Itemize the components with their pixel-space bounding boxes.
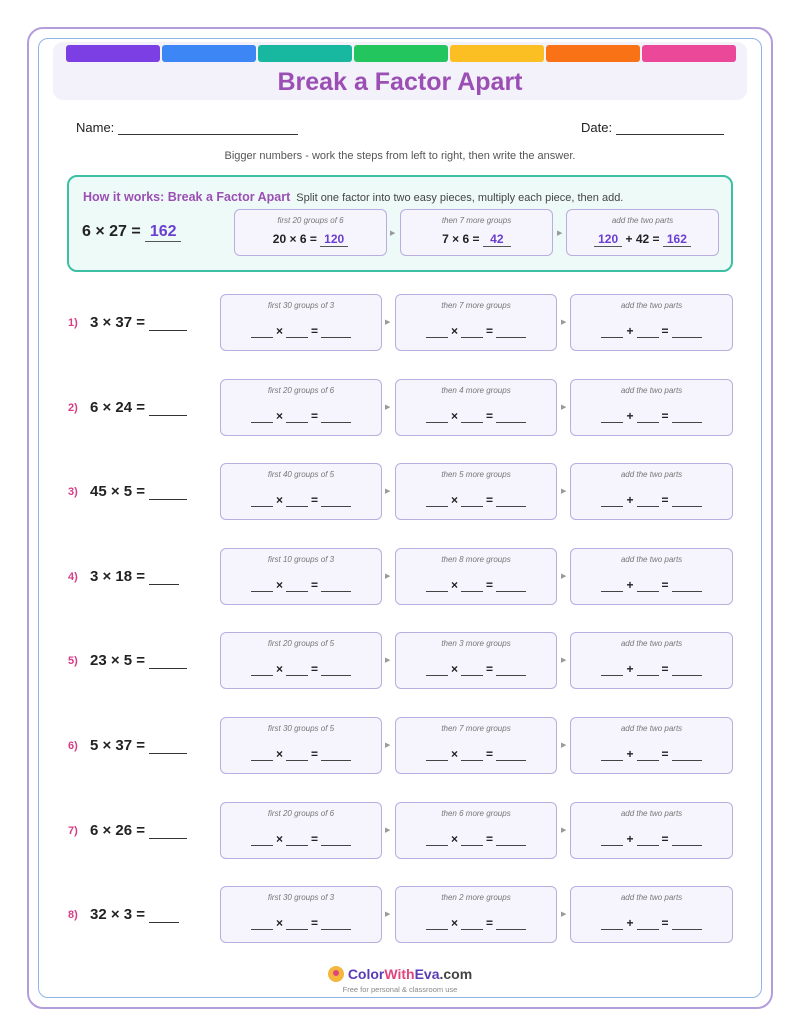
answer-blank[interactable] [496,666,526,676]
page-title: Break a Factor Apart [277,68,523,96]
equals-sign: = [311,408,319,423]
problem-step-1 [220,632,382,689]
equals-sign: = [486,408,494,423]
problem-equation-text: 23 × 5 = [90,652,146,670]
answer-blank[interactable] [672,413,702,423]
problem-equation-text: 6 × 26 = [90,821,146,839]
answer-blank[interactable] [637,413,659,423]
equals-sign: = [486,493,494,508]
answer-blank[interactable] [251,582,273,592]
step-caption: first 30 groups of 5 [267,724,335,733]
answer-blank[interactable] [426,582,448,592]
answer-blank[interactable] [637,582,659,592]
step-caption: then 3 more groups [441,639,511,649]
answer-blank[interactable] [149,488,187,500]
problem-equation [90,568,179,585]
step-blanks [221,324,381,338]
times-sign: × [275,324,283,338]
times-sign: × [275,493,283,508]
answer-blank[interactable] [601,582,623,592]
step-blanks [571,916,732,930]
step-caption: add the two parts [620,893,683,903]
step-equation [401,232,552,247]
equals-sign: = [661,493,669,508]
answer-blank[interactable] [461,666,483,676]
plus-sign: + [626,662,634,677]
problem-equation [90,822,187,839]
step-mid: + 42 = [625,232,660,246]
step-blanks [396,493,556,507]
answer-blank[interactable] [601,666,623,676]
step-caption: then 7 more groups [441,724,511,733]
example-step-1 [234,209,387,256]
step-caption: add the two parts [620,385,683,395]
problem-equation-text: 3 × 18 = [90,567,146,585]
step-left: 7 × 6 = [442,232,480,246]
answer-blank[interactable] [496,836,526,846]
problem-step-3 [570,548,733,605]
step-blanks [396,662,556,676]
answer-blank[interactable] [149,911,179,923]
step-blanks [571,747,732,761]
problem-equation [90,483,187,500]
problem-step-2 [395,632,557,689]
name-label: Name: [76,120,115,135]
answer-blank[interactable] [637,751,659,761]
answer-blank[interactable] [426,413,448,423]
answer-blank[interactable] [637,666,659,676]
step-blanks [571,409,732,423]
answer-blank[interactable] [251,751,273,761]
equals-sign: = [311,493,319,508]
answer-blank[interactable] [496,751,526,761]
footer [0,966,800,994]
step-caption: add the two parts [620,470,683,480]
answer-blank[interactable] [601,413,623,423]
step-blanks [221,916,381,930]
answer-blank[interactable] [426,666,448,676]
step-caption: add the two parts [620,724,683,733]
equals-sign: = [661,747,669,761]
step-caption: first 20 groups of 6 [267,808,335,818]
step-caption: add the two parts [620,808,683,818]
date-label: Date: [581,120,613,135]
answer-blank[interactable] [251,920,273,930]
brand-name [348,966,472,982]
problem-number: 1) [68,317,78,329]
answer-blank[interactable] [672,751,702,761]
problem-equation [90,737,187,754]
step-blanks [396,916,556,930]
answer-blank[interactable] [496,413,526,423]
answer-blank[interactable] [286,751,308,761]
arrow-icon: ▶ [385,403,391,411]
step-fill: 162 [663,232,691,247]
step-fill: 120 [320,232,348,247]
answer-blank[interactable] [601,836,623,846]
arrow-icon: ▶ [390,230,396,237]
problem-step-2 [395,379,557,436]
answer-blank[interactable] [251,328,273,338]
answer-blank[interactable] [637,328,659,338]
step-caption: then 8 more groups [441,554,511,564]
times-sign: × [450,747,458,761]
arrow-icon: ▶ [561,403,567,411]
problem-number: 5) [68,655,78,668]
equals-sign: = [486,916,494,931]
answer-blank[interactable] [149,573,179,585]
problem-step-1 [220,463,382,520]
answer-blank[interactable] [461,328,483,338]
answer-blank[interactable] [672,497,702,507]
problem-step-1 [220,886,382,943]
arrow-icon: ▶ [385,488,391,496]
plus-sign: + [626,408,634,423]
answer-blank[interactable] [461,920,483,930]
step-caption: then 5 more groups [441,470,511,480]
step-caption: then 6 more groups [441,808,511,818]
answer-blank[interactable] [286,328,308,338]
problem-equation [90,906,179,923]
answer-blank[interactable] [321,413,351,423]
answer-blank[interactable] [149,827,187,839]
step-blanks [221,832,381,846]
answer-blank[interactable] [601,328,623,338]
equals-sign: = [311,662,319,677]
answer-blank[interactable] [286,920,308,930]
problem-number: 7) [68,824,78,837]
step-caption: add the two parts [611,216,674,225]
example-step-3 [566,209,719,256]
answer-blank[interactable] [426,328,448,338]
plus-sign: + [626,493,634,508]
color-swatch [258,45,352,62]
step-blanks [571,324,732,338]
equals-sign: = [661,916,669,931]
times-sign: × [275,662,283,677]
answer-blank[interactable] [672,582,702,592]
answer-blank[interactable] [601,920,623,930]
step-blanks [396,747,556,761]
problem-step-3 [570,463,733,520]
arrow-icon: ▶ [561,572,567,580]
palette-icon [328,966,344,982]
color-swatch [66,45,160,62]
answer-blank[interactable] [461,582,483,592]
plus-sign: + [626,577,634,592]
problem-equation [90,314,187,331]
problem-step-3 [570,717,733,774]
times-sign: × [450,577,458,592]
problem-step-3 [570,886,733,943]
brand-part: Color [347,966,385,982]
step-caption: first 20 groups of 5 [267,639,335,649]
problem-step-3 [570,632,733,689]
answer-blank[interactable] [637,497,659,507]
problem-equation-text: 6 × 24 = [90,398,146,416]
answer-blank[interactable] [672,328,702,338]
answer-blank[interactable] [496,497,526,507]
instructions: Bigger numbers - work the steps from left to right, then write the answer. [224,150,576,162]
arrow-icon: ▶ [561,742,567,749]
problem-step-3 [570,802,733,859]
equals-sign: = [311,747,319,761]
equals-sign: = [661,831,669,846]
step-caption: first 40 groups of 5 [267,470,335,480]
example-answer: 162 [145,223,181,242]
answer-blank[interactable] [321,666,351,676]
step-blanks [396,832,556,846]
answer-blank[interactable] [672,836,702,846]
plus-sign: + [626,747,634,761]
problem-number: 8) [68,909,78,922]
problem-number: 3) [68,486,78,499]
answer-blank[interactable] [321,497,351,507]
step-blanks [221,409,381,423]
answer-blank[interactable] [251,497,273,507]
brand-part: .com [439,966,473,982]
arrow-icon: ▶ [385,911,391,919]
problem-step-2 [395,463,557,520]
step-blanks [396,324,556,338]
times-sign: × [275,747,283,761]
times-sign: × [450,324,458,338]
equals-sign: = [311,577,319,592]
step-blanks [571,662,732,676]
arrow-icon: ▶ [385,657,391,665]
step-caption: first 20 groups of 6 [277,216,344,225]
problem-step-2 [395,717,557,774]
step-blanks [571,832,732,846]
step-caption: first 20 groups of 6 [267,385,335,395]
times-sign: × [275,831,283,846]
name-blank[interactable] [118,123,298,135]
equals-sign: = [311,324,319,338]
answer-blank[interactable] [496,582,526,592]
example-equation-text: 6 × 27 = [82,223,141,240]
problem-equation-text: 45 × 5 = [90,483,146,501]
problem-step-2 [395,548,557,605]
equals-sign: = [486,747,494,761]
problem-number: 4) [68,570,78,583]
equals-sign: = [486,324,494,338]
arrow-icon: ▶ [561,319,567,326]
answer-blank[interactable] [251,836,273,846]
equals-sign: = [486,662,494,677]
name-field[interactable] [76,120,298,135]
plus-sign: + [626,831,634,846]
step-blanks [571,578,732,592]
answer-blank[interactable] [321,836,351,846]
answer-blank[interactable] [149,404,187,416]
footer-tagline: Free for personal & classroom use [342,985,458,994]
step-blanks [396,578,556,592]
step-left: 20 × 6 = [272,232,317,246]
color-swatch [354,45,448,62]
answer-blank[interactable] [637,920,659,930]
step-equation [567,232,718,247]
problem-step-1 [220,548,382,605]
equals-sign: = [661,408,669,423]
problem-step-2 [395,886,557,943]
answer-blank[interactable] [426,497,448,507]
plus-sign: + [626,916,634,931]
answer-blank[interactable] [496,920,526,930]
answer-blank[interactable] [601,497,623,507]
answer-blank[interactable] [426,836,448,846]
times-sign: × [450,493,458,508]
date-blank[interactable] [616,123,724,135]
problem-equation-text: 32 × 3 = [90,906,146,924]
brand-part: With [384,966,415,982]
answer-blank[interactable] [672,666,702,676]
step-blanks [221,747,381,761]
answer-blank[interactable] [321,582,351,592]
example-heading [83,190,623,204]
answer-blank[interactable] [251,666,273,676]
step-fill: 120 [594,232,622,247]
arrow-icon: ▶ [385,319,391,326]
answer-blank[interactable] [321,920,351,930]
plus-sign: + [626,324,634,338]
date-field[interactable] [581,120,724,135]
answer-blank[interactable] [149,742,187,754]
times-sign: × [450,408,458,423]
brand-part: Eva [414,966,440,982]
answer-blank[interactable] [149,319,187,331]
step-caption: add the two parts [620,301,683,310]
arrow-icon: ▶ [561,826,567,834]
equals-sign: = [486,577,494,592]
arrow-icon: ▶ [561,488,567,496]
example-box [67,175,733,272]
equals-sign: = [661,662,669,677]
step-caption: then 4 more groups [441,385,511,395]
problem-number: 6) [68,740,78,752]
footer-brand [0,966,800,984]
answer-blank[interactable] [286,413,308,423]
answer-blank[interactable] [461,751,483,761]
color-swatch [642,45,736,62]
color-swatch [546,45,640,62]
color-swatch [162,45,256,62]
arrow-icon: ▶ [385,572,391,580]
problem-step-1 [220,294,382,351]
answer-blank[interactable] [321,328,351,338]
step-caption: first 30 groups of 3 [267,301,335,310]
color-swatch [450,45,544,62]
problem-equation [90,652,187,669]
step-caption: add the two parts [620,639,683,649]
arrow-icon: ▶ [385,742,391,749]
step-caption: first 10 groups of 3 [267,554,335,564]
times-sign: × [275,916,283,931]
example-subtitle: Split one factor into two easy pieces, multiply each piece, then add. [296,192,624,204]
step-blanks [396,409,556,423]
answer-blank[interactable] [149,657,187,669]
arrow-icon: ▶ [557,230,563,237]
step-caption: then 2 more groups [441,893,511,903]
step-caption: then 7 more groups [441,301,511,310]
problem-number: 2) [68,401,78,414]
step-blanks [221,493,381,507]
problem-equation-text: 5 × 37 = [90,737,146,754]
example-step-2 [400,209,553,256]
step-fill: 42 [483,232,511,247]
times-sign: × [275,408,283,423]
answer-blank[interactable] [461,836,483,846]
arrow-icon: ▶ [561,911,567,919]
equals-sign: = [661,577,669,592]
times-sign: × [450,916,458,931]
color-strip [66,45,736,62]
problem-step-2 [395,294,557,351]
times-sign: × [275,577,283,592]
answer-blank[interactable] [637,836,659,846]
answer-blank[interactable] [286,666,308,676]
problem-step-1 [220,802,382,859]
answer-blank[interactable] [426,751,448,761]
equals-sign: = [311,916,319,931]
problem-equation-text: 3 × 37 = [90,314,146,331]
answer-blank[interactable] [286,836,308,846]
answer-blank[interactable] [601,751,623,761]
example-title: How it works: Break a Factor Apart [83,190,291,204]
answer-blank[interactable] [426,920,448,930]
step-caption: then 7 more groups [441,216,512,225]
answer-blank[interactable] [321,751,351,761]
arrow-icon: ▶ [561,657,567,665]
answer-blank[interactable] [286,497,308,507]
answer-blank[interactable] [286,582,308,592]
answer-blank[interactable] [672,920,702,930]
step-blanks [571,493,732,507]
arrow-icon: ▶ [385,826,391,834]
equals-sign: = [311,831,319,846]
problem-step-1 [220,379,382,436]
answer-blank[interactable] [251,413,273,423]
step-caption: add the two parts [620,554,683,564]
answer-blank[interactable] [496,328,526,338]
equals-sign: = [661,324,669,338]
answer-blank[interactable] [461,497,483,507]
problem-step-1 [220,717,382,774]
answer-blank[interactable] [461,413,483,423]
problem-step-3 [570,294,733,351]
step-blanks [221,578,381,592]
step-caption: first 30 groups of 3 [267,893,335,903]
step-blanks [221,662,381,676]
equals-sign: = [486,831,494,846]
problem-equation [90,399,187,416]
problem-step-3 [570,379,733,436]
problem-step-2 [395,802,557,859]
times-sign: × [450,831,458,846]
times-sign: × [450,662,458,677]
step-equation [235,232,386,247]
example-equation [82,223,181,242]
